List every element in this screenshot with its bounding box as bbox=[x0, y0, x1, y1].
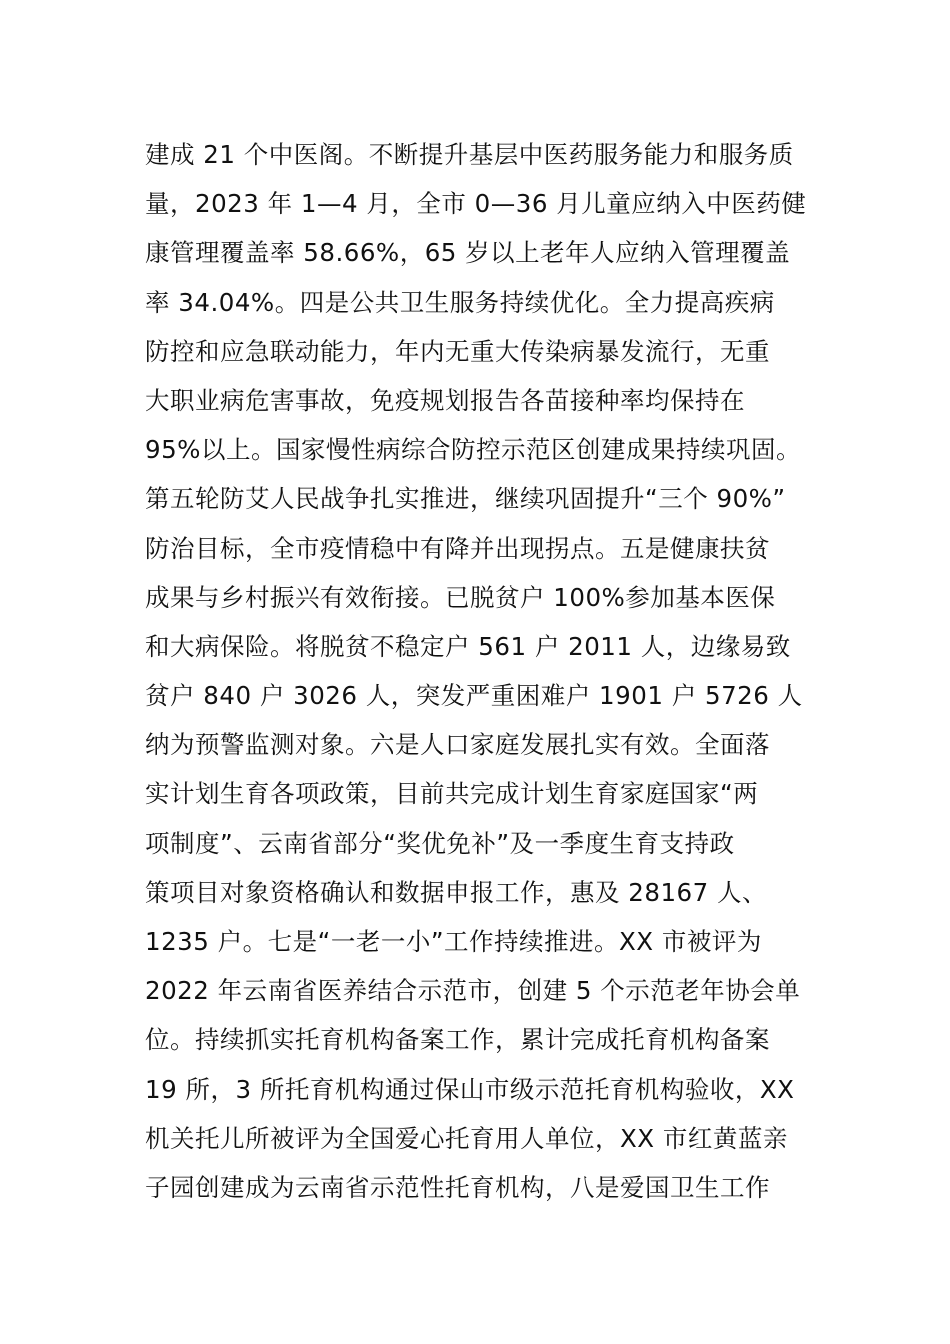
text-line: 量，2023 年 1—4 月，全市 0—36 月儿童应纳入中医药健 bbox=[145, 189, 807, 219]
text-line: 纳为预警监测对象。六是人口家庭发展扎实有效。全面落 bbox=[145, 730, 770, 760]
text-line: 子园创建成为云南省示范性托育机构，八是爱国卫生工作 bbox=[145, 1172, 770, 1202]
text-line: 贫户 840 户 3026 人，突发严重困难户 1901 户 5726 人 bbox=[145, 681, 803, 711]
text-line: 成果与乡村振兴有效衔接。已脱贫户 100%参加基本医保 bbox=[145, 582, 776, 612]
text-line: 建成 21 个中医阁。不断提升基层中医药服务能力和服务质 bbox=[145, 140, 794, 169]
text-line: 19 所，3 所托育机构通过保山市级示范托育机构验收，XX bbox=[145, 1074, 795, 1104]
text-line: 2022 年云南省医养结合示范市，创建 5 个示范老年协会单 bbox=[145, 976, 801, 1006]
text-line: 项制度”、云南省部分“奖优免补”及一季度生育支持政 bbox=[145, 828, 735, 858]
text-line: 95%以上。国家慢性病综合防控示范区创建成果持续巩固。 bbox=[145, 435, 801, 465]
text-line: 防治目标，全市疫情稳中有降并出现拐点。五是健康扶贫 bbox=[145, 533, 770, 563]
text-line: 实计划生育各项政策，目前共完成计划生育家庭国家“两 bbox=[145, 779, 759, 809]
text-line: 机关托儿所被评为全国爱心托育用人单位，XX 市红黄蓝亲 bbox=[145, 1123, 788, 1153]
text-line: 率 34.04%。四是公共卫生服务持续优化。全力提高疾病 bbox=[145, 287, 775, 317]
text-line: 1235 户。七是“一老一小”工作持续推进。XX 市被评为 bbox=[145, 927, 762, 956]
text-line: 策项目对象资格确认和数据申报工作，惠及 28167 人、 bbox=[145, 877, 768, 907]
body-text bbox=[145, 130, 825, 1212]
text-line: 第五轮防艾人民战争扎实推进，继续巩固提升“三个 90%” bbox=[145, 484, 786, 514]
text-line: 和大病保险。将脱贫不稳定户 561 户 2011 人，边缘易致 bbox=[145, 631, 791, 661]
text-line: 防控和应急联动能力，年内无重大传染病暴发流行，无重 bbox=[145, 336, 770, 366]
text-line: 位。持续抓实托育机构备案工作，累计完成托育机构备案 bbox=[145, 1025, 770, 1055]
text-line: 大职业病危害事故，免疫规划报告各苗接种率均保持在 bbox=[145, 385, 745, 415]
text-line: 康管理覆盖率 58.66%，65 岁以上老年人应纳入管理覆盖 bbox=[145, 238, 791, 268]
